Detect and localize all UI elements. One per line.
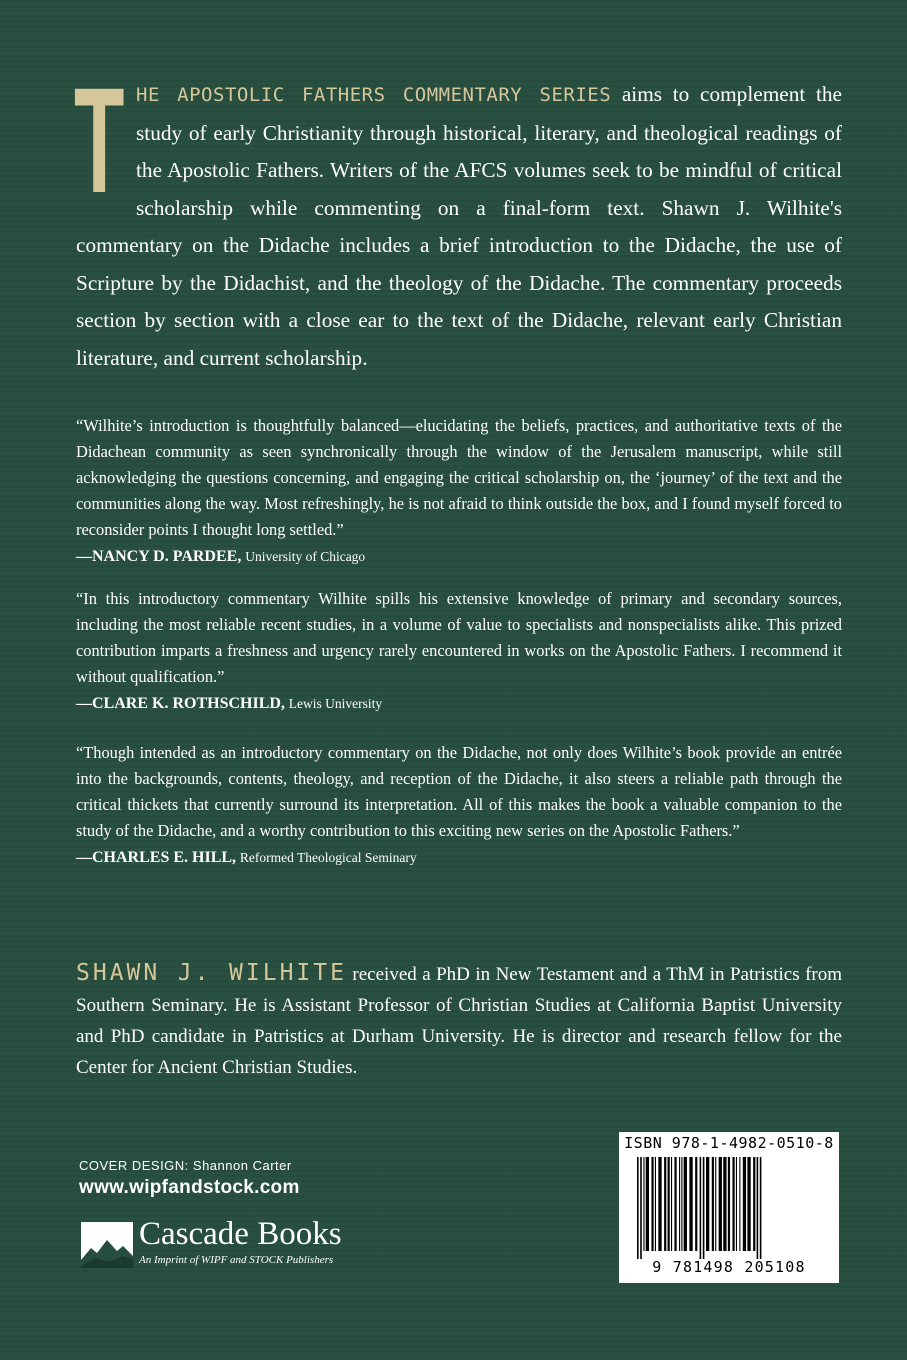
- mountain-icon: [79, 1220, 135, 1270]
- barcode-bar: [689, 1157, 692, 1251]
- barcode-bar: [681, 1157, 682, 1251]
- barcode-bar: [739, 1157, 740, 1251]
- barcode-bar: [700, 1157, 702, 1259]
- barcode-bar: [753, 1157, 755, 1251]
- barcode-bar: [679, 1157, 680, 1251]
- endorsement: [76, 413, 842, 570]
- author-bio: [76, 958, 842, 1083]
- barcode-bar: [732, 1157, 734, 1251]
- barcode-bar: [757, 1157, 759, 1259]
- barcode-bar: [674, 1157, 676, 1251]
- endorser-affiliation: Lewis University: [288, 696, 383, 711]
- endorser-affiliation: Reformed Theological Seminary: [239, 850, 417, 865]
- barcode-bar: [706, 1157, 709, 1251]
- barcode-bar: [651, 1157, 653, 1251]
- series-description-text: aims to complement the study of early Christianity through historical, literary, and theological readings of the Apostolic Fathers. Writers of the AFCS volumes seek to be mindful of critical scholarship while commenting on a final-form text. Shawn J. Wilhite's commentary on the Didache includes a brief introduction to the Didache, the use of Scripture by the Didachist, and the theology of the Didache. The commentary proceeds section by section with a close ear to the text of the Didache, relevant early Christian literature, and current scholarship.: [76, 82, 842, 370]
- credits: [79, 1158, 300, 1199]
- series-name: HE APOSTOLIC FATHERS COMMENTARY SERIES: [136, 84, 612, 106]
- barcode-bar: [743, 1157, 746, 1251]
- publisher-tagline: An Imprint of WIPF and STOCK Publishers: [139, 1254, 334, 1266]
- barcode-bar: [715, 1157, 716, 1251]
- endorsement-quote: “In this introductory commentary Wilhite spills his extensive knowledge of primary and secondary sources, including the most reliable recent studies, in a volume of value to specialists and nonspecialists alike. This prized contribution imparts a freshness and urgency rarely encountered in works on the Apostolic Fathers. I recommend it without qualification.”: [76, 589, 842, 686]
- barcode-bar: [640, 1157, 642, 1259]
- drop-cap: T: [74, 56, 125, 224]
- barcode-bar: [719, 1157, 722, 1251]
- barcode-bar: [643, 1157, 644, 1251]
- barcode-digits: 9 781498 205108: [652, 1258, 806, 1276]
- barcode-bar: [703, 1157, 705, 1259]
- endorsement-attribution: [76, 845, 842, 871]
- barcode-bar: [637, 1157, 639, 1259]
- barcode-bar: [664, 1157, 666, 1251]
- barcode-bar: [747, 1157, 750, 1251]
- endorsement-quote: “Though intended as an introductory commentary on the Didache, not only does Wilhite’s book provide an entrée into the backgrounds, contents, theology, and reception of the Didache, it also steers a reliable path through the critical thickets that currently surround its interpretation. All of this makes the book a valuable companion to the study of the Didache, and a worthy contribution to this exciting new series on the Apostolic Fathers.”: [76, 743, 842, 840]
- barcode-bar: [671, 1157, 672, 1251]
- barcode-bar: [760, 1157, 762, 1259]
- barcode-bar: [723, 1157, 726, 1251]
- cover-design-credit: COVER DESIGN: Shannon Carter: [79, 1158, 292, 1173]
- publisher-website: www.wipfandstock.com: [79, 1177, 300, 1198]
- barcode-bar: [658, 1157, 661, 1251]
- endorsement: [76, 586, 842, 717]
- endorser-name: —CHARLES E. HILL,: [76, 849, 237, 866]
- barcode-bar: [736, 1157, 737, 1251]
- endorsement-attribution: [76, 691, 842, 717]
- barcode-bar: [712, 1157, 714, 1251]
- barcode-bar: [684, 1157, 687, 1251]
- isbn-barcode: [619, 1132, 839, 1283]
- endorsement-attribution: [76, 544, 842, 570]
- endorser-name: —CLARE K. ROTHSCHILD,: [76, 695, 285, 712]
- endorser-name: —NANCY D. PARDEE,: [76, 548, 242, 565]
- endorsement: [76, 740, 842, 871]
- barcode-bar: [668, 1157, 670, 1251]
- publisher-logo: [79, 1218, 399, 1274]
- endorsement-quote: “Wilhite’s introduction is thoughtfully balanced—elucidating the beliefs, practices, and authoritative texts of the Didachean community as seen synchronically through the window of the Jerusalem manuscript, while still acknowledging the questions concerning, and engaging the critical scholarship on, the ‘journey’ of the text and the communities along the way. Most refreshingly, he is not afraid to think outside the box, and I found myself forced to reconsider points I thought long settled.”: [76, 416, 842, 539]
- series-description: [74, 56, 842, 377]
- barcode-bar: [646, 1157, 649, 1251]
- barcode-bar: [728, 1157, 730, 1251]
- endorser-affiliation: University of Chicago: [245, 549, 366, 564]
- author-bio-text: received a PhD in New Testament and a ThM in Patristics from Southern Seminary. He is Assistant Professor of Christian Studies at California Baptist University and PhD candidate in Patristics at Durham University. He is director and research fellow for the Center for Ancient Christian Studies.: [76, 964, 842, 1078]
- author-name: SHAWN J. WILHITE: [76, 960, 347, 986]
- isbn-label: ISBN 978-1-4982-0510-8: [624, 1134, 834, 1152]
- barcode-bar: [695, 1157, 697, 1251]
- barcode-bar: [655, 1157, 656, 1251]
- barcode-bars: [633, 1157, 825, 1259]
- publisher-name: Cascade Books: [139, 1216, 342, 1252]
